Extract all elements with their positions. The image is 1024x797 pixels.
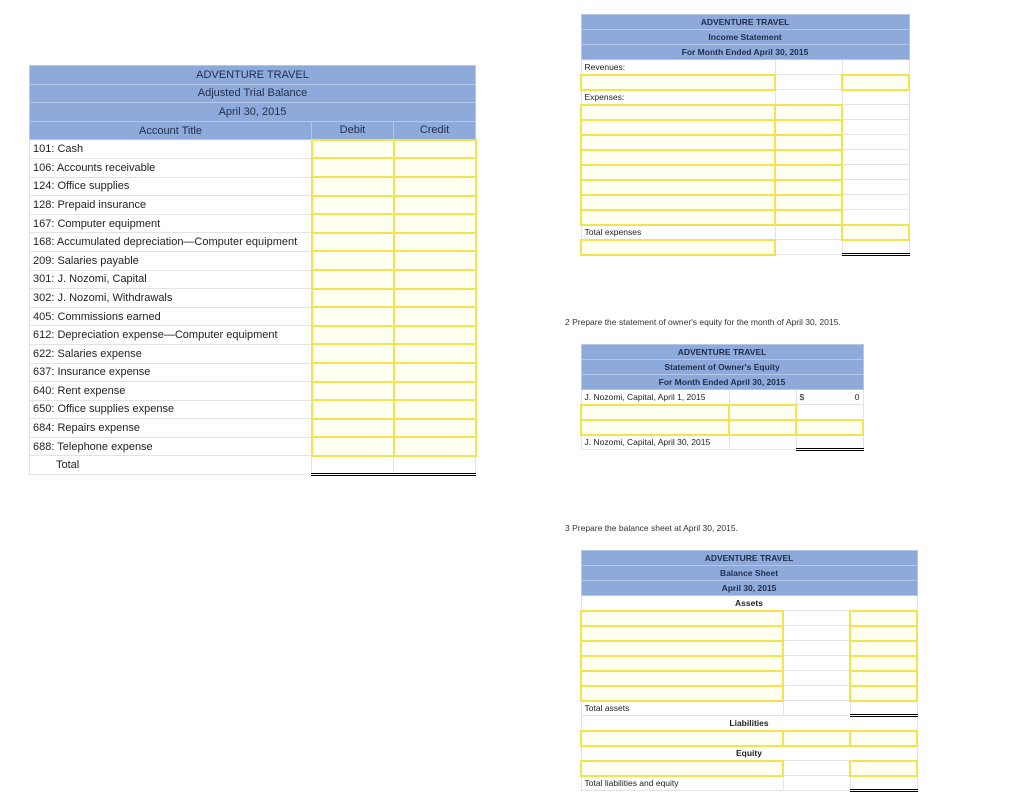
tb-credit-input[interactable] [394, 326, 476, 345]
oe-beginning-value [796, 390, 863, 405]
is-expense-row [581, 105, 909, 120]
oe-line2-total-input[interactable] [796, 420, 863, 435]
tb-credit-input[interactable] [394, 158, 476, 177]
bs-asset-amount-input[interactable] [850, 626, 917, 641]
bs-total-liab-equity-label: Total liabilities and equity [581, 776, 783, 791]
bs-asset-name-input[interactable] [581, 671, 783, 686]
bs-liability-total-input[interactable] [850, 731, 917, 746]
tb-account-row [30, 437, 476, 456]
is-expense-row [581, 120, 909, 135]
tb-account-title: 637: Insurance expense [30, 363, 312, 382]
tb-account-title: 168: Accumulated depreciation—Computer equipment [30, 233, 312, 252]
is-expense-row [581, 180, 909, 195]
is-net-income-name-input[interactable] [581, 240, 775, 255]
bs-instruction: 3 Prepare the balance sheet at April 30, 2015. [565, 523, 738, 533]
tb-company: ADVENTURE TRAVEL [30, 66, 476, 85]
is-expense-name-input[interactable] [581, 180, 775, 195]
tb-account-title: 612: Depreciation expense—Computer equipment [30, 326, 312, 345]
is-expenses-label: Expenses: [581, 90, 775, 105]
oe-company: ADVENTURE TRAVEL [581, 345, 863, 360]
bs-liabilities-label: Liabilities [581, 716, 917, 731]
tb-debit-input[interactable] [312, 251, 394, 270]
is-title: Income Statement [581, 30, 909, 45]
is-expense-row [581, 165, 909, 180]
tb-account-title: 167: Computer equipment [30, 214, 312, 233]
tb-col-debit: Debit [312, 121, 394, 140]
oe-line1-amount-input[interactable] [729, 405, 796, 420]
tb-account-row [30, 177, 476, 196]
bs-equity-amount-input[interactable] [850, 761, 917, 776]
is-total-expenses-label: Total expenses [581, 225, 775, 240]
bs-asset-amount-input[interactable] [850, 656, 917, 671]
tb-debit-input[interactable] [312, 363, 394, 382]
tb-account-row [30, 344, 476, 363]
bs-liability-name-input[interactable] [581, 731, 783, 746]
oe-line2-name-input[interactable] [581, 420, 729, 435]
tb-credit-input[interactable] [394, 382, 476, 401]
tb-credit-input[interactable] [394, 270, 476, 289]
is-expense-name-input[interactable] [581, 120, 775, 135]
tb-credit-input[interactable] [394, 196, 476, 215]
oe-instruction: 2 Prepare the statement of owner's equity for the month of April 30, 2015. [565, 317, 841, 327]
tb-credit-input[interactable] [394, 307, 476, 326]
oe-ending-label: J. Nozomi, Capital, April 30, 2015 [581, 435, 729, 450]
is-expense-name-input[interactable] [581, 105, 775, 120]
tb-account-row [30, 158, 476, 177]
is-expense-name-input[interactable] [581, 165, 775, 180]
is-expense-amount-input[interactable] [775, 195, 842, 210]
tb-credit-input[interactable] [394, 400, 476, 419]
tb-debit-input[interactable] [312, 400, 394, 419]
tb-credit-input[interactable] [394, 289, 476, 308]
is-expense-row [581, 135, 909, 150]
tb-account-row [30, 307, 476, 326]
tb-debit-input[interactable] [312, 270, 394, 289]
is-revenues-label: Revenues: [581, 60, 775, 75]
tb-total-debit [312, 456, 394, 475]
tb-debit-input[interactable] [312, 177, 394, 196]
is-expense-amount-input[interactable] [775, 120, 842, 135]
tb-title: Adjusted Trial Balance [30, 84, 476, 103]
tb-account-row [30, 419, 476, 438]
tb-account-title: 101: Cash [30, 140, 312, 159]
tb-debit-input[interactable] [312, 140, 394, 159]
adjusted-trial-balance-table [29, 65, 477, 476]
tb-account-title: 640: Rent expense [30, 382, 312, 401]
tb-col-credit: Credit [394, 121, 476, 140]
is-expense-amount-input[interactable] [775, 150, 842, 165]
is-total-expenses-input[interactable] [842, 225, 909, 240]
tb-account-row [30, 289, 476, 308]
bs-asset-name-input[interactable] [581, 641, 783, 656]
tb-account-title: 684: Repairs expense [30, 419, 312, 438]
tb-account-title: 124: Office supplies [30, 177, 312, 196]
bs-total-assets-label: Total assets [581, 701, 783, 716]
tb-account-row [30, 400, 476, 419]
tb-credit-input[interactable] [394, 419, 476, 438]
is-expense-name-input[interactable] [581, 135, 775, 150]
bs-asset-row [581, 611, 917, 626]
is-expense-amount-input[interactable] [775, 180, 842, 195]
tb-debit-input[interactable] [312, 437, 394, 456]
tb-credit-input[interactable] [394, 363, 476, 382]
tb-debit-input[interactable] [312, 307, 394, 326]
tb-account-title: 128: Prepaid insurance [30, 196, 312, 215]
tb-account-title: 688: Telephone expense [30, 437, 312, 456]
bs-liability-amount-input[interactable] [783, 731, 850, 746]
tb-debit-input[interactable] [312, 214, 394, 233]
is-expense-amount-input[interactable] [775, 105, 842, 120]
tb-account-title: 622: Salaries expense [30, 344, 312, 363]
oe-line2-amount-input[interactable] [729, 420, 796, 435]
tb-account-title: 302: J. Nozomi, Withdrawals [30, 289, 312, 308]
tb-debit-input[interactable] [312, 382, 394, 401]
tb-account-row [30, 233, 476, 252]
bs-assets-label: Assets [581, 596, 917, 611]
tb-account-row [30, 382, 476, 401]
is-expense-row [581, 210, 909, 225]
is-expense-amount-input[interactable] [775, 135, 842, 150]
is-expense-amount-input[interactable] [775, 165, 842, 180]
bs-date: April 30, 2015 [581, 581, 917, 596]
tb-credit-input[interactable] [394, 344, 476, 363]
tb-account-title: 209: Salaries payable [30, 251, 312, 270]
bs-asset-amount-input[interactable] [850, 641, 917, 656]
tb-account-row [30, 251, 476, 270]
owners-equity-table [580, 344, 864, 451]
is-expense-name-input[interactable] [581, 150, 775, 165]
bs-equity-name-input[interactable] [581, 761, 783, 776]
tb-debit-input[interactable] [312, 233, 394, 252]
bs-company: ADVENTURE TRAVEL [581, 551, 917, 566]
oe-line1-name-input[interactable] [581, 405, 729, 420]
bs-asset-row [581, 686, 917, 701]
tb-account-row [30, 140, 476, 159]
bs-total-liab-equity-value [850, 776, 917, 791]
tb-account-title: 405: Commissions earned [30, 307, 312, 326]
is-net-income-value [842, 240, 909, 255]
oe-title: Statement of Owner's Equity [581, 360, 863, 375]
bs-asset-amount-input[interactable] [850, 611, 917, 626]
bs-asset-row [581, 656, 917, 671]
tb-debit-input[interactable] [312, 419, 394, 438]
tb-date: April 30, 2015 [30, 103, 476, 122]
is-date: For Month Ended April 30, 2015 [581, 45, 909, 60]
bs-asset-name-input[interactable] [581, 611, 783, 626]
bs-equity-label: Equity [581, 746, 917, 761]
oe-beginning-label: J. Nozomi, Capital, April 1, 2015 [581, 390, 729, 405]
oe-currency: $ [799, 392, 805, 402]
tb-credit-input[interactable] [394, 214, 476, 233]
bs-asset-amount-input[interactable] [850, 686, 917, 701]
bs-title: Balance Sheet [581, 566, 917, 581]
oe-date: For Month Ended April 30, 2015 [581, 375, 863, 390]
is-expense-name-input[interactable] [581, 210, 775, 225]
oe-ending-value [796, 435, 863, 450]
bs-asset-row [581, 671, 917, 686]
oe-beginning-amount: 0 [854, 392, 860, 402]
tb-debit-input[interactable] [312, 158, 394, 177]
tb-credit-input[interactable] [394, 437, 476, 456]
tb-credit-input[interactable] [394, 233, 476, 252]
tb-col-account: Account Title [30, 121, 312, 140]
is-expense-name-input[interactable] [581, 195, 775, 210]
tb-account-title: 301: J. Nozomi, Capital [30, 270, 312, 289]
tb-credit-input[interactable] [394, 140, 476, 159]
balance-sheet-table [580, 550, 918, 792]
is-expense-row [581, 195, 909, 210]
tb-total-label: Total [30, 456, 312, 475]
tb-debit-input[interactable] [312, 344, 394, 363]
is-expense-amount-input[interactable] [775, 210, 842, 225]
tb-debit-input[interactable] [312, 289, 394, 308]
is-revenue-amount-input[interactable] [842, 75, 909, 90]
tb-total-row [30, 456, 476, 475]
tb-account-row [30, 196, 476, 215]
tb-credit-input[interactable] [394, 251, 476, 270]
bs-asset-row [581, 626, 917, 641]
income-statement-table [580, 14, 910, 256]
bs-asset-amount-input[interactable] [850, 671, 917, 686]
bs-asset-name-input[interactable] [581, 686, 783, 701]
tb-account-title: 650: Office supplies expense [30, 400, 312, 419]
bs-asset-row [581, 641, 917, 656]
tb-credit-input[interactable] [394, 177, 476, 196]
tb-account-row [30, 326, 476, 345]
tb-debit-input[interactable] [312, 196, 394, 215]
is-company: ADVENTURE TRAVEL [581, 15, 909, 30]
bs-asset-name-input[interactable] [581, 656, 783, 671]
tb-debit-input[interactable] [312, 326, 394, 345]
is-revenue-name-input[interactable] [581, 75, 775, 90]
tb-account-title: 106: Accounts receivable [30, 158, 312, 177]
bs-total-assets-value [850, 701, 917, 716]
tb-total-credit [394, 456, 476, 475]
tb-account-row [30, 270, 476, 289]
is-expense-row [581, 150, 909, 165]
bs-asset-name-input[interactable] [581, 626, 783, 641]
tb-account-row [30, 363, 476, 382]
tb-account-row [30, 214, 476, 233]
